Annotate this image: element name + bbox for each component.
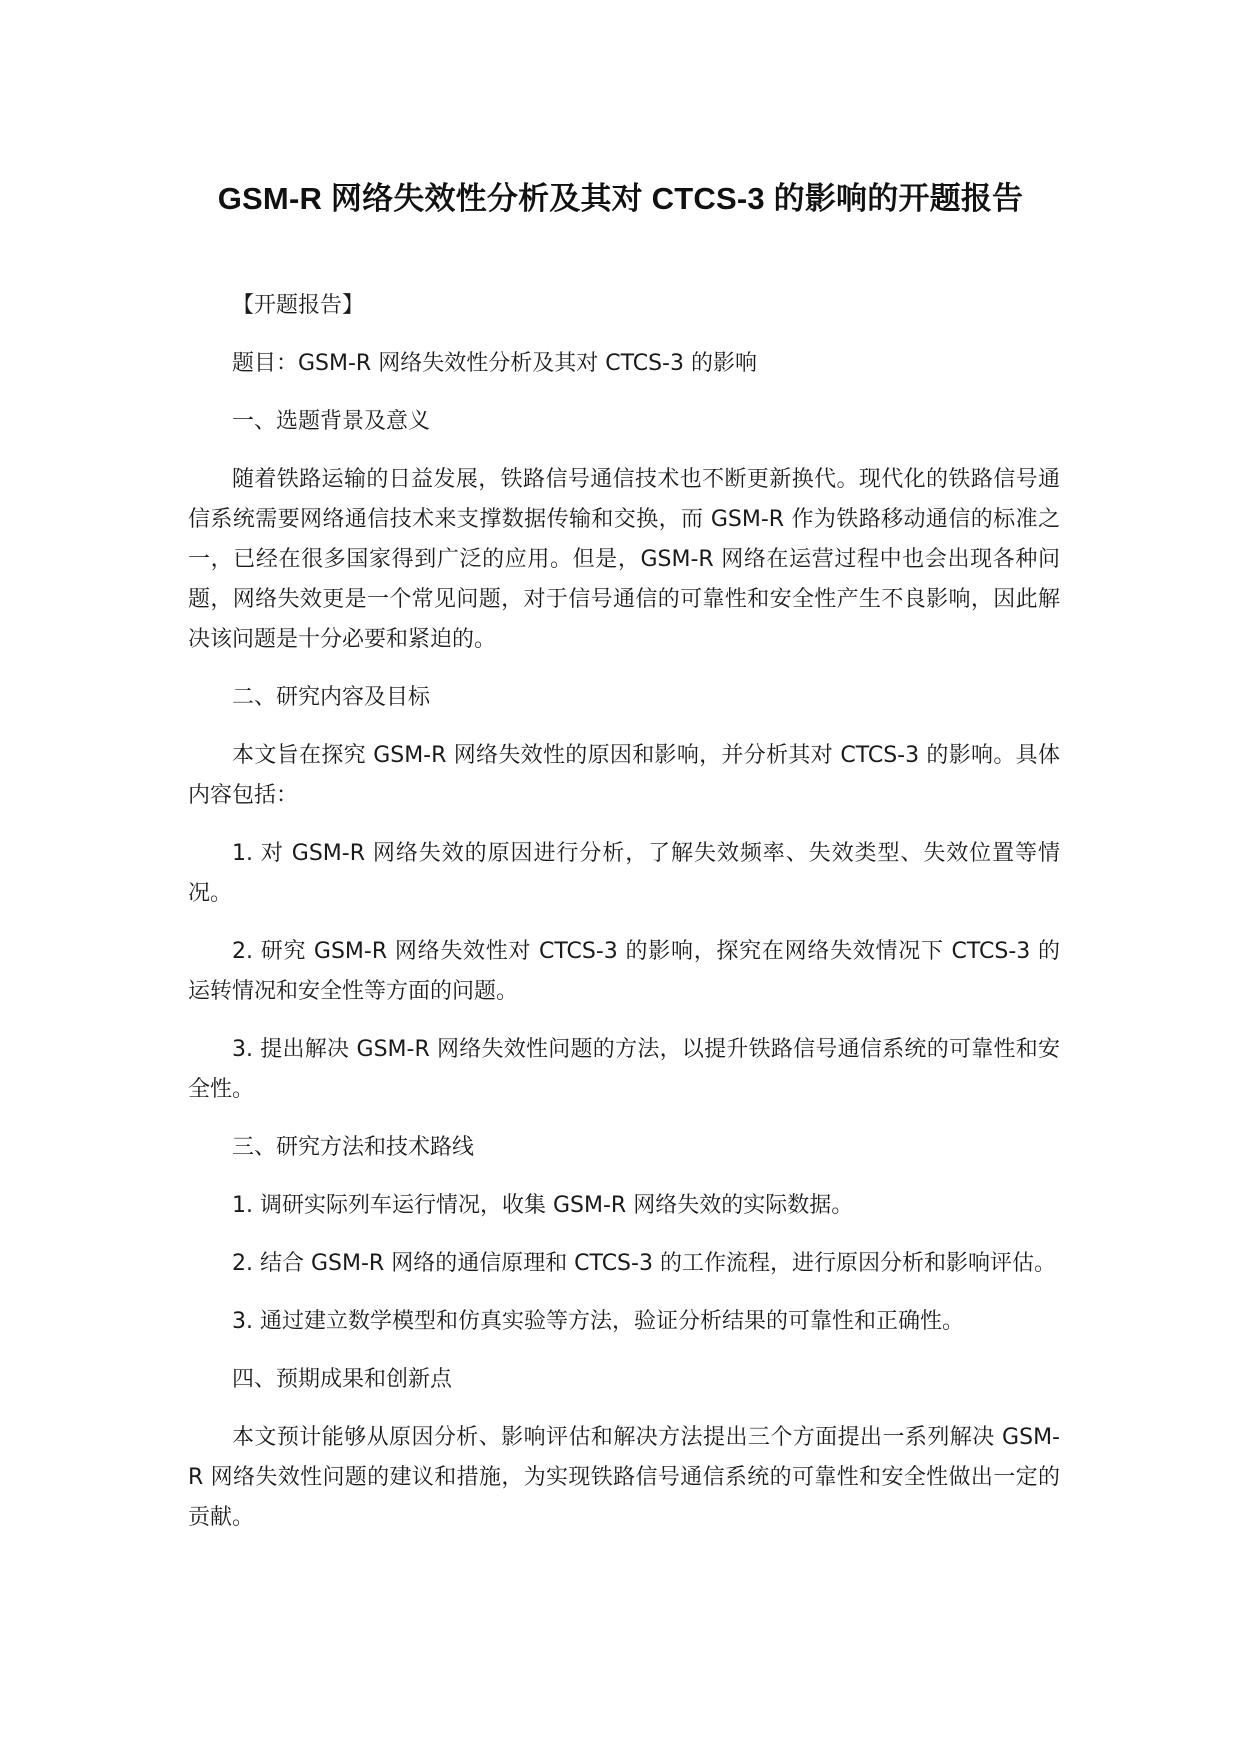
document-body — [188, 286, 1060, 1556]
section-heading-outcomes: 四、预期成果和创新点 — [232, 1367, 453, 1392]
topic-line: 题目：GSM-R 网络失效性分析及其对 CTCS-3 的影响 — [232, 351, 757, 376]
report-label: 【开题报告】 — [232, 293, 365, 318]
method-item-1: 1. 调研实际列车运行情况，收集 GSM-R 网络失效的实际数据。 — [232, 1193, 854, 1218]
method-item-3: 3. 通过建立数学模型和仿真实验等方法，验证分析结果的可靠性和正确性。 — [232, 1309, 964, 1334]
section-heading-content: 二、研究内容及目标 — [232, 685, 431, 710]
paragraph-content-intro: 本文旨在探究 GSM-R 网络失效性的原因和影响，并分析其对 CTCS-3 的影响。具体内容包括： — [188, 743, 1060, 808]
paragraph-outcomes: 本文预计能够从原因分析、影响评估和解决方法提出三个方面提出一系列解决 GSM-R 网络失效性问题的建议和措施，为实现铁路信号通信系统的可靠性和安全性做出一定的贡献。 — [188, 1425, 1060, 1530]
content-item-2: 2. 研究 GSM-R 网络失效性对 CTCS-3 的影响，探究在网络失效情况下 CTCS-3 的运转情况和安全性等方面的问题。 — [188, 939, 1060, 1004]
section-heading-methods: 三、研究方法和技术路线 — [232, 1135, 475, 1160]
content-item-3: 3. 提出解决 GSM-R 网络失效性问题的方法，以提升铁路信号通信系统的可靠性和安全性。 — [188, 1037, 1060, 1102]
content-item-1: 1. 对 GSM-R 网络失效的原因进行分析，了解失效频率、失效类型、失效位置等情况。 — [188, 841, 1060, 906]
document-title: GSM-R 网络失效性分析及其对 CTCS-3 的影响的开题报告 — [217, 181, 1024, 216]
paragraph-background: 随着铁路运输的日益发展，铁路信号通信技术也不断更新换代。现代化的铁路信号通信系统需要网络通信技术来支撑数据传输和交换，而 GSM-R 作为铁路移动通信的标准之一，已经在很多国家得到广泛的应用。但是，GSM-R 网络在运营过程中也会出现各种问题，网络失效更是一个常见问题，对于信号通信的可靠性和安全性产生不良影响，因此解决该问题是十分必要和紧迫的。 — [188, 467, 1060, 652]
method-item-2: 2. 结合 GSM-R 网络的通信原理和 CTCS-3 的工作流程，进行原因分析和影响评估。 — [232, 1251, 1056, 1276]
section-heading-background: 一、选题背景及意义 — [232, 409, 431, 434]
